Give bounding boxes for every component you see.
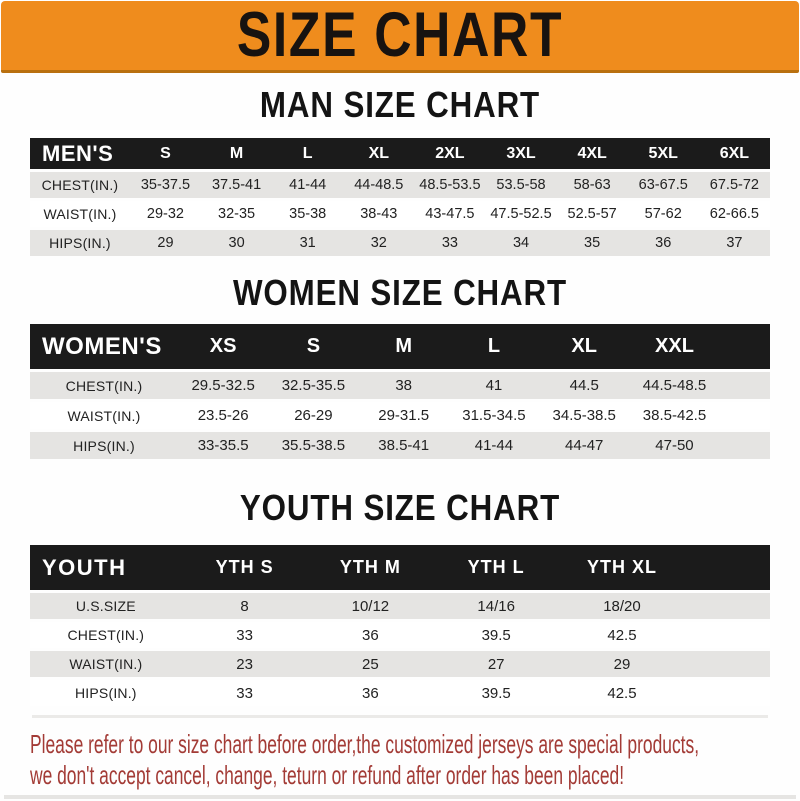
row-label: CHEST(IN.): [30, 622, 182, 648]
size-value-cell: 29: [130, 230, 201, 256]
row-label: HIPS(IN.): [30, 230, 130, 256]
footer-line-2: we don't accept cancel, change, teturn or refund after order has been placed!: [30, 760, 625, 790]
size-value-cell: 47-50: [629, 432, 719, 459]
size-value-cell: 48.5-53.5: [414, 172, 485, 198]
size-value-cell: 38: [359, 372, 449, 399]
women-column-header-m: M: [359, 324, 449, 369]
bottom-edge-line: [4, 795, 796, 799]
men-row-hips-in: [30, 230, 770, 256]
footer-divider: [32, 715, 768, 718]
size-value-cell: 63-67.5: [628, 172, 699, 198]
youth-row-chest-in: [30, 622, 770, 648]
size-value-cell: 38.5-41: [359, 432, 449, 459]
size-value-cell: 52.5-57: [557, 201, 628, 227]
women-row-hips-in: [30, 432, 770, 459]
size-value-cell: 23: [182, 651, 308, 677]
women-column-header-xs: XS: [178, 324, 268, 369]
row-spacer: [720, 372, 770, 399]
size-value-cell: 37.5-41: [201, 172, 272, 198]
size-value-cell: 33: [414, 230, 485, 256]
size-value-cell: 14/16: [433, 593, 559, 619]
size-value-cell: 30: [201, 230, 272, 256]
size-value-cell: 32-35: [201, 201, 272, 227]
men-size-table: [30, 135, 770, 259]
youth-column-header-yth-xl: YTH XL: [559, 545, 685, 590]
women-header-spacer: [720, 324, 770, 369]
size-value-cell: 34: [485, 230, 556, 256]
youth-row-hips-in: [30, 680, 770, 706]
women-row-chest-in: [30, 372, 770, 399]
size-value-cell: 37: [699, 230, 770, 256]
size-chart-page: [0, 1, 800, 801]
size-value-cell: 57-62: [628, 201, 699, 227]
row-label: U.S.SIZE: [30, 593, 182, 619]
women-row-waist-in: [30, 402, 770, 429]
size-value-cell: 10/12: [307, 593, 433, 619]
size-value-cell: 44.5: [539, 372, 629, 399]
size-value-cell: 33: [182, 622, 308, 648]
footer-note: [30, 729, 800, 791]
row-label: HIPS(IN.): [30, 432, 178, 459]
row-label: WAIST(IN.): [30, 201, 130, 227]
women-column-header-xxl: XXL: [629, 324, 719, 369]
youth-table-wrap: [30, 542, 770, 709]
size-value-cell: 31: [272, 230, 343, 256]
size-value-cell: 29.5-32.5: [178, 372, 268, 399]
size-value-cell: 38-43: [343, 201, 414, 227]
youth-size-table: [30, 542, 770, 709]
section-youth: [0, 489, 800, 709]
size-value-cell: 53.5-58: [485, 172, 556, 198]
row-label: WAIST(IN.): [30, 651, 182, 677]
youth-header-spacer: [685, 545, 770, 590]
youth-section-heading: YOUTH SIZE CHART: [239, 487, 561, 528]
youth-corner-label: YOUTH: [30, 545, 182, 590]
size-value-cell: 62-66.5: [699, 201, 770, 227]
women-column-header-xl: XL: [539, 324, 629, 369]
size-value-cell: 29-31.5: [359, 402, 449, 429]
size-value-cell: 34.5-38.5: [539, 402, 629, 429]
banner: [1, 1, 799, 73]
women-size-table: [30, 321, 770, 462]
man-section-heading: MAN SIZE CHART: [259, 84, 541, 125]
size-value-cell: 29-32: [130, 201, 201, 227]
men-column-header-4xl: 4XL: [557, 138, 628, 169]
size-value-cell: 35.5-38.5: [268, 432, 358, 459]
youth-column-header-yth-l: YTH L: [433, 545, 559, 590]
size-value-cell: 32.5-35.5: [268, 372, 358, 399]
size-value-cell: 44.5-48.5: [629, 372, 719, 399]
section-men: [0, 86, 800, 259]
size-value-cell: 42.5: [559, 680, 685, 706]
row-spacer: [720, 432, 770, 459]
row-spacer: [685, 651, 770, 677]
row-spacer: [685, 622, 770, 648]
size-value-cell: 43-47.5: [414, 201, 485, 227]
men-column-header-5xl: 5XL: [628, 138, 699, 169]
row-spacer: [720, 402, 770, 429]
size-value-cell: 23.5-26: [178, 402, 268, 429]
size-value-cell: 25: [307, 651, 433, 677]
size-value-cell: 58-63: [557, 172, 628, 198]
size-value-cell: 36: [628, 230, 699, 256]
row-label: HIPS(IN.): [30, 680, 182, 706]
women-corner-label: WOMEN'S: [30, 324, 178, 369]
size-value-cell: 26-29: [268, 402, 358, 429]
men-column-header-l: L: [272, 138, 343, 169]
size-value-cell: 33: [182, 680, 308, 706]
men-row-chest-in: [30, 172, 770, 198]
women-section-heading: WOMEN SIZE CHART: [232, 272, 568, 313]
footer-line-1: Please refer to our size chart before order,the customized jerseys are special products,: [30, 729, 700, 759]
size-value-cell: 27: [433, 651, 559, 677]
women-table-wrap: [30, 321, 770, 462]
youth-column-header-yth-s: YTH S: [182, 545, 308, 590]
size-value-cell: 35: [557, 230, 628, 256]
men-column-header-m: M: [201, 138, 272, 169]
banner-title: SIZE CHART: [236, 0, 564, 70]
size-value-cell: 39.5: [433, 680, 559, 706]
men-table-wrap: [30, 135, 770, 259]
size-value-cell: 67.5-72: [699, 172, 770, 198]
size-value-cell: 39.5: [433, 622, 559, 648]
size-value-cell: 41-44: [272, 172, 343, 198]
size-value-cell: 36: [307, 680, 433, 706]
women-column-header-l: L: [449, 324, 539, 369]
size-value-cell: 41-44: [449, 432, 539, 459]
size-value-cell: 44-48.5: [343, 172, 414, 198]
youth-row-waist-in: [30, 651, 770, 677]
row-spacer: [685, 680, 770, 706]
size-value-cell: 42.5: [559, 622, 685, 648]
men-corner-label: MEN'S: [30, 138, 130, 169]
women-column-header-s: S: [268, 324, 358, 369]
size-value-cell: 32: [343, 230, 414, 256]
size-value-cell: 8: [182, 593, 308, 619]
men-column-header-2xl: 2XL: [414, 138, 485, 169]
men-column-header-xl: XL: [343, 138, 414, 169]
men-column-header-s: S: [130, 138, 201, 169]
size-value-cell: 44-47: [539, 432, 629, 459]
men-column-header-3xl: 3XL: [485, 138, 556, 169]
men-column-header-6xl: 6XL: [699, 138, 770, 169]
section-women: [0, 274, 800, 462]
size-value-cell: 31.5-34.5: [449, 402, 539, 429]
size-value-cell: 36: [307, 622, 433, 648]
size-value-cell: 33-35.5: [178, 432, 268, 459]
size-value-cell: 18/20: [559, 593, 685, 619]
row-label: CHEST(IN.): [30, 172, 130, 198]
size-value-cell: 35-37.5: [130, 172, 201, 198]
size-value-cell: 35-38: [272, 201, 343, 227]
men-row-waist-in: [30, 201, 770, 227]
size-value-cell: 29: [559, 651, 685, 677]
size-value-cell: 38.5-42.5: [629, 402, 719, 429]
row-label: CHEST(IN.): [30, 372, 178, 399]
size-value-cell: 47.5-52.5: [485, 201, 556, 227]
row-label: WAIST(IN.): [30, 402, 178, 429]
youth-column-header-yth-m: YTH M: [307, 545, 433, 590]
youth-row-u-s-size: [30, 593, 770, 619]
row-spacer: [685, 593, 770, 619]
size-value-cell: 41: [449, 372, 539, 399]
